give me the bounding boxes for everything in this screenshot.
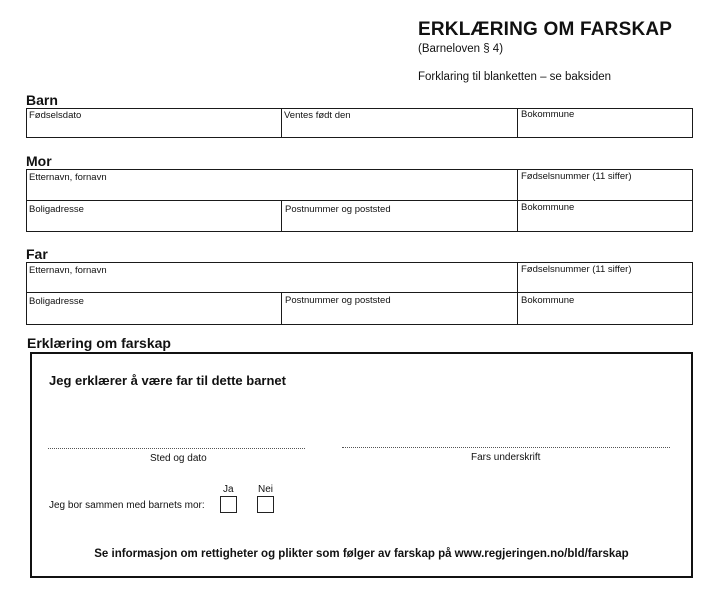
- mor-fnr-label: Fødselsnummer (11 siffer): [521, 171, 632, 182]
- barn-fodselsdato-label: Fødselsdato: [29, 110, 82, 121]
- divider: [517, 108, 518, 138]
- far-postnr-label: Postnummer og poststed: [285, 295, 391, 306]
- form-subtitle: (Barneloven § 4): [418, 43, 504, 55]
- far-postnr-field[interactable]: [283, 307, 515, 323]
- mor-fnr-field[interactable]: [519, 183, 691, 199]
- mor-adresse-field[interactable]: [28, 215, 279, 231]
- mor-adresse-label: Boligadresse: [29, 204, 84, 215]
- divider: [26, 200, 693, 201]
- mor-postnr-label: Postnummer og poststed: [285, 204, 391, 215]
- far-fnr-label: Fødselsnummer (11 siffer): [521, 264, 632, 275]
- barn-fodselsdato-field[interactable]: [28, 121, 279, 137]
- form-title: ERKLÆRING OM FARSKAP: [418, 19, 673, 40]
- yes-label: Ja: [223, 484, 234, 495]
- far-navn-field[interactable]: [28, 276, 515, 291]
- divider: [517, 169, 518, 232]
- far-navn-label: Etternavn, fornavn: [29, 265, 107, 276]
- no-label: Nei: [258, 484, 274, 495]
- divider: [26, 292, 693, 293]
- barn-bokommune-label: Bokommune: [521, 109, 575, 120]
- mor-bokommune-field[interactable]: [519, 215, 691, 231]
- divider: [517, 262, 518, 325]
- place-date-label: Sted og dato: [150, 453, 207, 464]
- form-explanation-note: Forklaring til blanketten – se baksiden: [418, 71, 612, 83]
- section-heading-barn: Barn: [26, 92, 58, 108]
- divider: [281, 200, 282, 232]
- yes-checkbox[interactable]: [220, 496, 237, 513]
- divider: [281, 108, 282, 138]
- far-adresse-label: Boligadresse: [29, 296, 84, 307]
- information-footer: Se informasjon om rettigheter og plikter som følger av farskap på www.regjeringen.no/bld/farskap: [94, 548, 629, 560]
- divider: [281, 292, 282, 325]
- signature-field[interactable]: [342, 430, 670, 448]
- mor-postnr-field[interactable]: [283, 215, 515, 231]
- barn-bokommune-field[interactable]: [519, 121, 691, 137]
- barn-ventes-field[interactable]: [283, 121, 515, 137]
- far-bokommune-field[interactable]: [519, 307, 691, 323]
- no-checkbox[interactable]: [257, 496, 274, 513]
- mor-bokommune-label: Bokommune: [521, 202, 575, 213]
- barn-ventes-label: Ventes født den: [284, 110, 351, 121]
- section-heading-erklaering: Erklæring om farskap: [27, 335, 171, 351]
- far-adresse-field[interactable]: [28, 307, 279, 323]
- far-bokommune-label: Bokommune: [521, 295, 575, 306]
- place-date-line: [48, 448, 305, 449]
- mor-navn-label: Etternavn, fornavn: [29, 172, 107, 183]
- section-heading-far: Far: [26, 246, 48, 262]
- far-fnr-field[interactable]: [519, 276, 691, 291]
- cohabit-question: Jeg bor sammen med barnets mor:: [49, 500, 205, 511]
- section-heading-mor: Mor: [26, 153, 52, 169]
- signature-label: Fars underskrift: [471, 452, 541, 463]
- place-date-field[interactable]: [48, 430, 305, 448]
- declaration-statement: Jeg erklærer å være far til dette barnet: [49, 373, 286, 388]
- mor-navn-field[interactable]: [28, 183, 515, 199]
- signature-line: [342, 447, 670, 448]
